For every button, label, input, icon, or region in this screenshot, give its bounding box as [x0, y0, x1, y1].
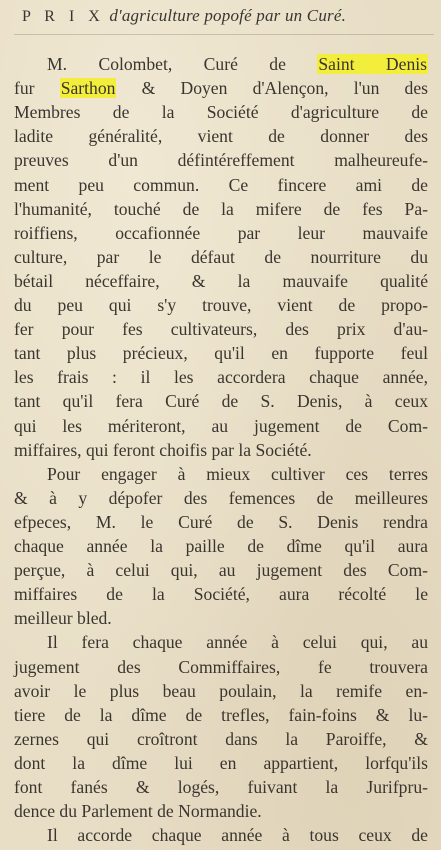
text-line [14, 124, 428, 148]
text-line [14, 606, 112, 630]
text-line [47, 630, 428, 654]
text-line [47, 823, 428, 847]
text-line [14, 100, 428, 124]
line-text: dence du Parlement de Normandie. [14, 801, 262, 822]
line-text: & Doyen d'Alençon, l'un des [116, 78, 428, 99]
text-line [14, 703, 428, 727]
text-line [14, 197, 428, 221]
line-text: miffaires de la Société, aura récolté le [14, 584, 428, 605]
line-text: l'humanité, touché de la mifere de fes Pa- [14, 198, 428, 219]
text-line [14, 221, 428, 245]
text-line [14, 173, 428, 197]
line-text: bétail néceffaire, & la mauvaife qualité [14, 270, 428, 291]
line-text: fur [14, 78, 60, 99]
text-line [14, 438, 312, 462]
text-line [14, 269, 428, 293]
highlighted-text: Saint Denis [318, 54, 427, 74]
line-text: fer pour fes cultivateurs, des prix d'au- [14, 319, 428, 340]
line-text: Il accorde chaque année à tous ceux de [47, 825, 428, 846]
line-text: Membres de la Société d'agriculture de [14, 102, 428, 123]
line-text: du peu qui s'y trouve, vient de propo- [14, 295, 428, 315]
text-line [14, 534, 428, 558]
page-heading [22, 6, 432, 26]
text-line [14, 148, 428, 172]
line-text: roiffiens, occafionnée par leur mauvaife [14, 222, 428, 243]
line-text: ment peu commun. Ce fincere ami de [14, 174, 428, 195]
line-text: Pour engager à mieux cultiver ces terres [47, 463, 428, 484]
text-line [14, 510, 428, 534]
text-line [47, 462, 428, 486]
line-text: M. Colombet, Curé de [47, 54, 318, 74]
text-line [14, 293, 428, 317]
line-text: avoir le plus beau poulain, la remife en- [14, 680, 428, 701]
line-text: miffaires, qui feront choifis par la Société. [14, 439, 312, 460]
text-line [14, 679, 428, 703]
line-text: dont la dîme lui en appartient, lorfqu'ils [14, 752, 428, 773]
highlighted-text: Sarthon [60, 78, 116, 99]
text-line [14, 727, 428, 751]
text-line [14, 245, 428, 269]
text-line [14, 341, 428, 365]
line-text: & à y dépofer des femences de meilleures [14, 487, 428, 508]
line-text: tant plus précieux, qu'il en fupporte feul [14, 343, 428, 364]
line-text: qui les mériteront, au jugement de Com- [14, 415, 428, 436]
text-line [14, 389, 428, 413]
line-text: perçue, à celui qui, au jugement des Com- [14, 560, 428, 581]
text-line [14, 414, 428, 438]
line-text: les frais : il les accordera chaque année, [14, 367, 428, 388]
text-line [14, 558, 428, 582]
heading-caps: P R I X [22, 8, 105, 25]
text-line [14, 775, 428, 799]
text-line [14, 655, 428, 679]
line-text: culture, par le défaut de nourriture du [14, 246, 428, 267]
text-line [47, 52, 428, 76]
line-text: ladite généralité, vient de donner des [14, 126, 428, 147]
heading-rule [14, 34, 434, 35]
line-text: font fanés & logés, fuivant la Jurifpru- [14, 777, 428, 797]
text-line [14, 582, 428, 606]
text-line [14, 76, 428, 100]
text-line [14, 751, 428, 775]
line-text: meilleur bled. [14, 608, 112, 629]
text-line [14, 486, 428, 510]
line-text: Il fera chaque année à celui qui, au [47, 632, 428, 653]
text-line [14, 799, 262, 823]
line-text: tiere de la dîme de trefles, fain-foins & lu- [14, 704, 428, 725]
line-text: efpeces, M. le Curé de S. Denis rendra [14, 511, 428, 532]
line-text: jugement des Commiffaires, fe trouvera [14, 656, 428, 677]
line-text: preuves d'un défintéreffement malheureufe- [14, 150, 428, 171]
heading-italic: d'agriculture popofé par un Curé. [109, 6, 347, 25]
text-line [14, 317, 428, 341]
line-text: tant qu'il fera Curé de S. Denis, à ceux [14, 391, 428, 412]
line-text: zernes qui croîtront dans la Paroiffe, & [14, 728, 428, 749]
text-line [14, 365, 428, 389]
line-text: chaque année la paille de dîme qu'il aura [14, 536, 428, 556]
